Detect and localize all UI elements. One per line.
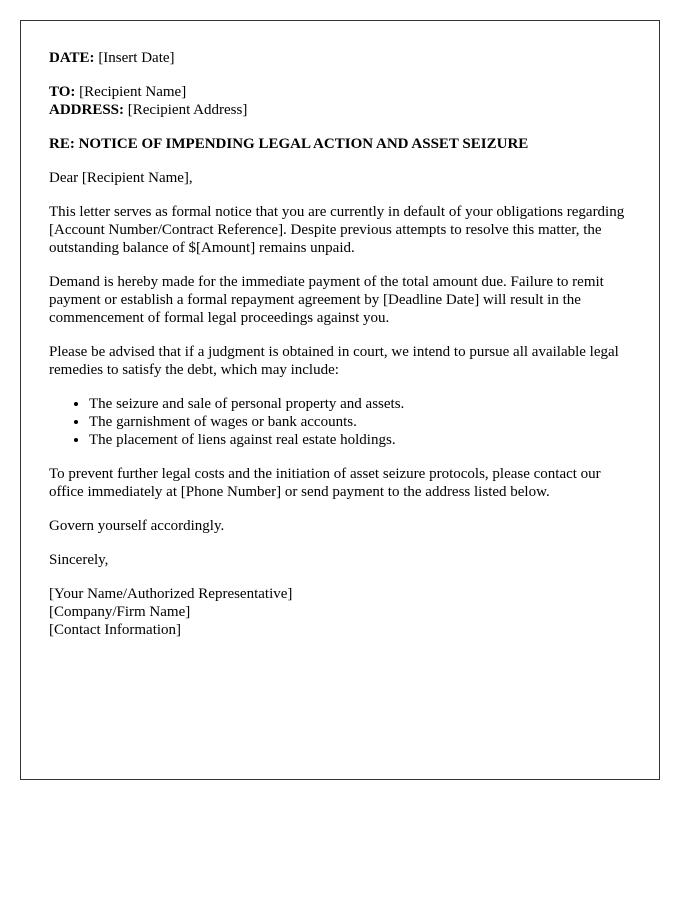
remedies-list: [49, 395, 639, 449]
date-line: [49, 49, 639, 67]
to-label: TO:: [49, 84, 76, 100]
signature-name: [Your Name/Authorized Representative]: [49, 586, 293, 602]
list-item: • The seizure and sale of personal property and assets.: [89, 395, 639, 413]
date-value: [Insert Date]: [98, 50, 175, 66]
address-value: [Recipient Address]: [127, 102, 248, 118]
signoff: Sincerely,: [49, 552, 109, 568]
list-item: • The garnishment of wages or bank accounts.: [89, 413, 639, 431]
signature-contact: [Contact Information]: [49, 622, 182, 638]
to-line: [49, 83, 639, 101]
warning-line: Govern yourself accordingly.: [49, 518, 225, 534]
signature-block: [49, 585, 639, 639]
paragraph-closing: To prevent further legal costs and the initiation of asset seizure protocols, please contact our office immediately at [Phone Number] or send payment to the address listed below.: [49, 466, 601, 500]
to-value: [Recipient Name]: [79, 84, 187, 100]
paragraph-default-notice: This letter serves as formal notice that you are currently in default of your obligations regarding [Account Number/Contract Reference]. Despite previous attempts to resolve this matter, the outstanding balance of $[Amount] remains unpaid.: [49, 204, 625, 256]
letter-page: [20, 20, 660, 780]
list-item: • The placement of liens against real estate holdings.: [89, 431, 639, 449]
subject-line: RE: NOTICE OF IMPENDING LEGAL ACTION AND ASSET SEIZURE: [49, 136, 529, 152]
paragraph-demand: Demand is hereby made for the immediate payment of the total amount due. Failure to remit payment or establish a formal repayment agreement by [Deadline Date] will result in the commencement of formal legal proceedings against you.: [49, 274, 604, 326]
address-label: ADDRESS:: [49, 102, 125, 118]
address-line: [49, 101, 639, 119]
salutation: Dear [Recipient Name],: [49, 170, 193, 186]
recipient-block: [49, 83, 639, 119]
date-label: DATE:: [49, 50, 95, 66]
paragraph-judgment: Please be advised that if a judgment is obtained in court, we intend to pursue all available legal remedies to satisfy the debt, which may include:: [49, 344, 619, 378]
signature-company: [Company/Firm Name]: [49, 604, 191, 620]
letter-body: [49, 49, 639, 655]
